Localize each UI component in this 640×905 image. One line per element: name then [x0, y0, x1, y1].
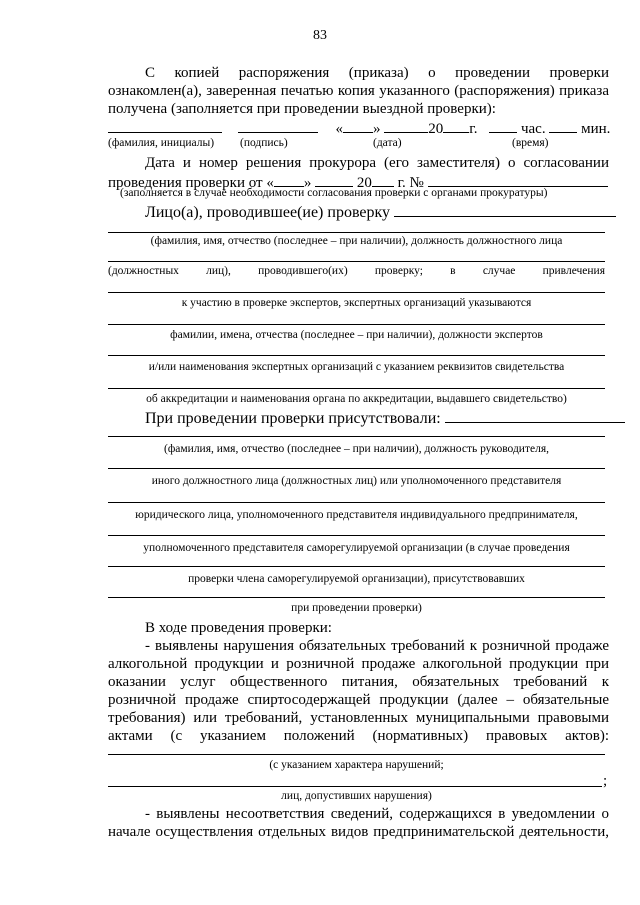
inspector-line-1[interactable]: [108, 232, 605, 233]
mismatch-line-1: - выявлены несоответствия сведений, содержащихся в уведомлении о: [145, 806, 609, 822]
signature-blank[interactable]: [238, 118, 318, 133]
inspector-blank[interactable]: [394, 202, 616, 217]
present-line-1[interactable]: [108, 436, 605, 437]
inspector-line-5[interactable]: [108, 355, 605, 356]
inspector-line-6[interactable]: [108, 388, 605, 389]
inspector-caption-1: (фамилия, имя, отчество (последнее – при наличии), должность должностного лица: [150, 235, 563, 247]
caption-signature: (подпись): [240, 137, 288, 149]
present-caption-1: (фамилия, имя, отчество (последнее – при наличии), должность руководителя,: [164, 443, 549, 455]
present-line-2[interactable]: [108, 468, 605, 469]
present-caption-5: проверки члена саморегулируемой организации), присутствовавших: [188, 573, 525, 585]
prosecutor-month-blank[interactable]: [315, 172, 353, 187]
present-caption-6: при проведении проверки): [291, 602, 422, 614]
violations-semicolon: ;: [603, 773, 608, 789]
violations-caption-2: лиц, допустивших нарушения): [281, 790, 432, 802]
inspector-caption-3: к участию в проверке экспертов, экспертных организаций указываются: [181, 297, 532, 309]
intro-line-1: С копией распоряжения (приказа) о проведении проверки: [145, 65, 609, 81]
prosecutor-number-blank[interactable]: [428, 172, 608, 187]
inspector-label: Лицо(а), проводившее(ие) проверку: [145, 204, 391, 221]
mismatch-line-2: начале осуществления отдельных видов предпринимательской деятельности,: [108, 824, 609, 840]
minutes-label: мин.: [581, 121, 611, 137]
violations-line-5: требования) или требований, установленных муниципальными правовыми: [108, 710, 609, 726]
prosecutor-line-1: Дата и номер решения прокурора (его заместителя) о согласовании: [145, 155, 609, 171]
prosecutor-year-blank[interactable]: [372, 172, 394, 187]
inspector-caption-4: фамилии, имена, отчества (последнее – при наличии), должности экспертов: [170, 329, 543, 341]
violations-line-3: оказании услуг общественного питания, обязательных требований к: [108, 674, 609, 690]
present-line-5[interactable]: [108, 566, 605, 567]
present-caption-3: юридического лица, уполномоченного представителя индивидуального предпринимателя,: [135, 509, 578, 521]
violations-blank-2[interactable]: [108, 786, 602, 787]
inspector-caption-6: об аккредитации и наименования органа по аккредитации, выдавшего свидетельство): [146, 393, 567, 405]
violations-line-1: - выявлены нарушения обязательных требований к розничной продаже: [145, 638, 609, 654]
present-row: [145, 408, 625, 428]
intro-line-2: ознакомлен(а), заверенная печатью копия указанного (распоряжения) приказа: [108, 83, 609, 99]
name-blank[interactable]: [108, 118, 222, 133]
violations-line-4: розничной продаже спиртосодержащей продукции (далее – обязательные: [108, 692, 609, 708]
day-blank[interactable]: [343, 118, 373, 133]
caption-date: (дата): [373, 137, 402, 149]
inspector-line-4[interactable]: [108, 324, 605, 325]
year-suffix: г.: [469, 121, 478, 137]
signature-row: [108, 118, 613, 138]
inspector-row: [145, 202, 616, 222]
inspector-line-3[interactable]: [108, 292, 605, 293]
caption-name: (фамилия, инициалы): [108, 137, 215, 149]
present-caption-2: иного должностного лица (должностных лиц) или уполномоченного представителя: [151, 475, 562, 487]
inspector-caption-2: (должностных лиц), проводившего(их) проверку; в случае привлечения: [108, 265, 605, 277]
intro-line-3: получена (заполняется при проведении выездной проверки):: [108, 101, 496, 117]
inspector-caption-5: и/или наименования экспертных организаций с указанием реквизитов свидетельства: [148, 361, 565, 373]
violations-line-2: алкогольной продукции и розничной продаже алкогольной продукции при: [108, 656, 609, 672]
prosecutor-date-prefix: проведения проверки от «: [108, 175, 274, 191]
date-quote-close: »: [373, 121, 381, 137]
prosecutor-number-label: г. №: [397, 175, 424, 191]
inspector-line-2[interactable]: [108, 261, 605, 262]
present-label: При проведении проверки присутствовали:: [145, 410, 441, 427]
month-blank[interactable]: [384, 118, 428, 133]
prosecutor-day-blank[interactable]: [274, 172, 304, 187]
present-blank[interactable]: [445, 408, 625, 423]
prosecutor-note: (заполняется в случае необходимости согласования проверки с органами прокуратуры): [120, 187, 548, 199]
present-line-3[interactable]: [108, 502, 605, 503]
present-line-4[interactable]: [108, 535, 605, 536]
prosecutor-year-prefix: 20: [356, 175, 372, 191]
hours-label: час.: [520, 121, 546, 137]
present-caption-4: уполномоченного представителя саморегулируемой организации (в случае проведения: [143, 542, 570, 554]
page-number: 83: [313, 28, 327, 43]
violations-caption-1: (с указанием характера нарушений;: [269, 759, 444, 771]
minutes-blank[interactable]: [549, 118, 577, 133]
prosecutor-quote-close: »: [303, 175, 312, 191]
present-line-6[interactable]: [108, 597, 605, 598]
violations-blank-1[interactable]: [108, 754, 605, 755]
hours-blank[interactable]: [489, 118, 517, 133]
violations-line-6: актами (с указанием положений (нормативных) правовых актов):: [108, 728, 609, 744]
year-prefix: 20: [428, 121, 444, 137]
findings-heading: В ходе проведения проверки:: [145, 620, 332, 636]
date-quote-open: «: [335, 121, 343, 137]
caption-time: (время): [512, 137, 549, 149]
year-blank[interactable]: [443, 118, 469, 133]
